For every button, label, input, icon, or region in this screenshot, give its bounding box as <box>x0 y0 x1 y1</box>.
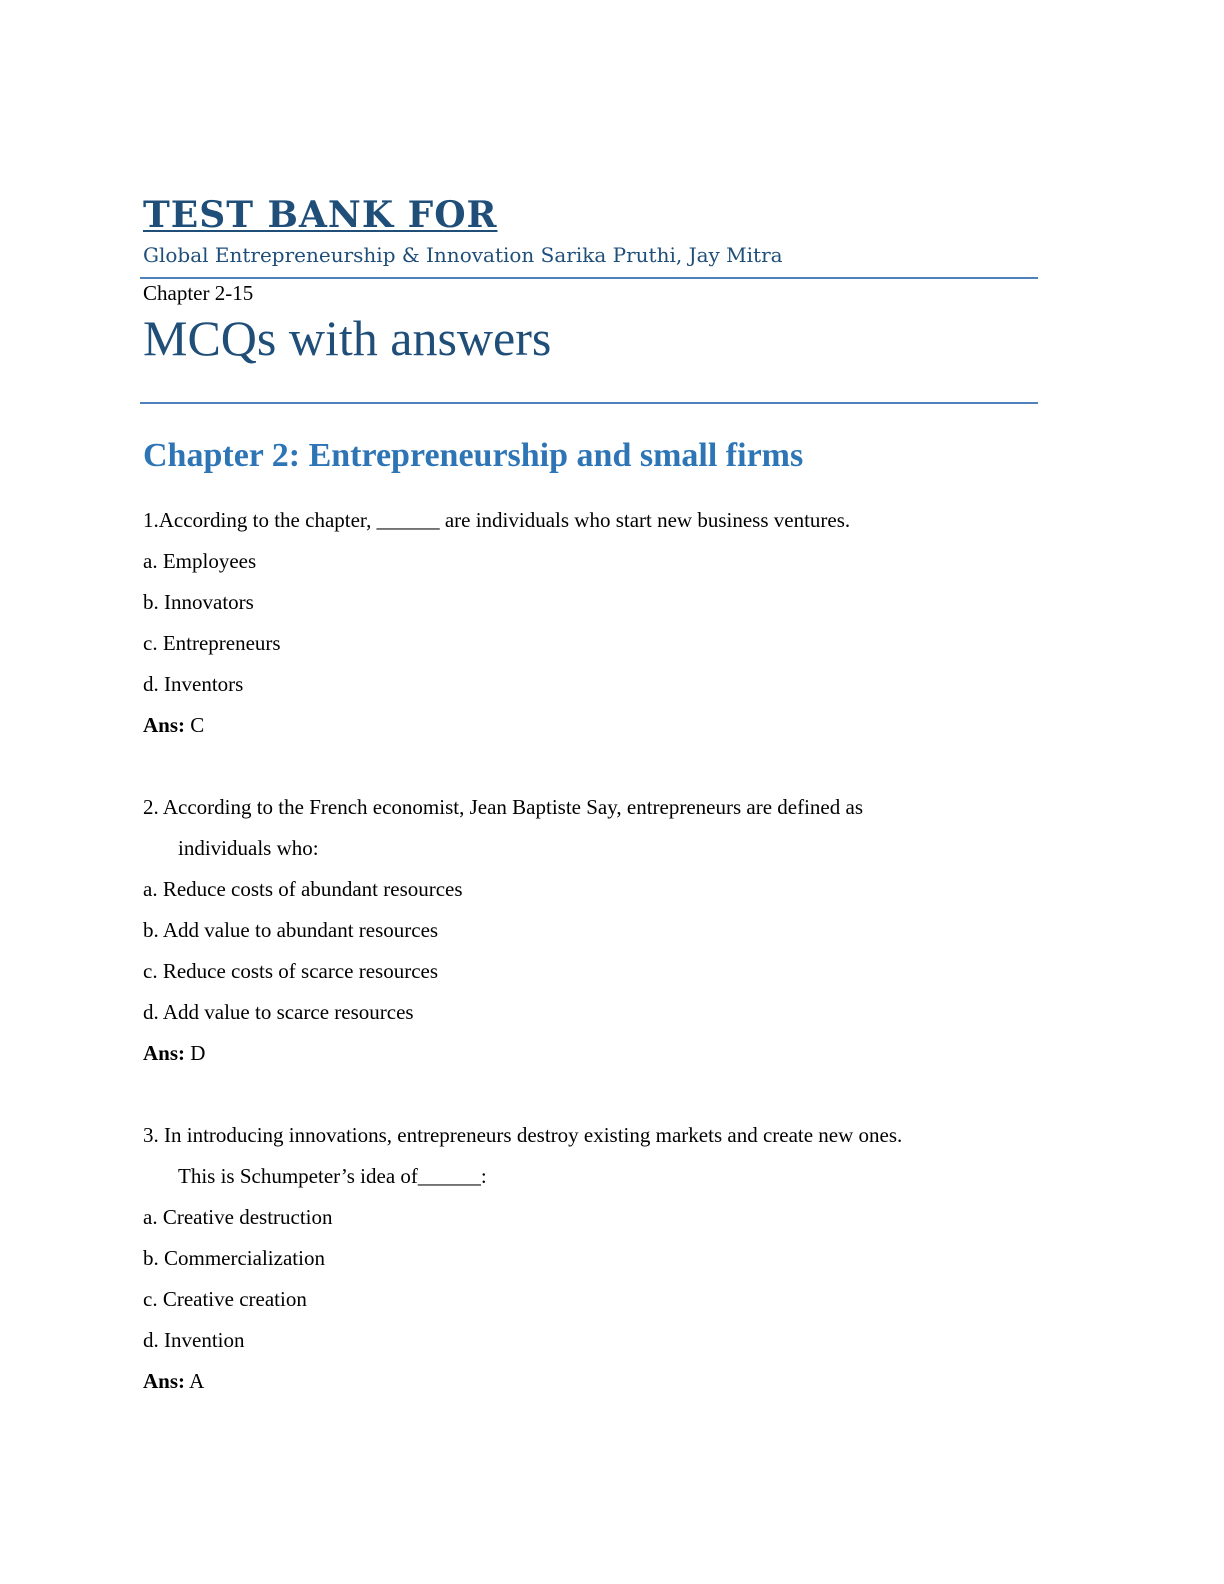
question-3-option-c: c. Creative creation <box>143 1287 307 1311</box>
question-1-answer <box>143 712 204 738</box>
question-1-stem: 1.According to the chapter, ______ are individuals who start new business ventures. <box>143 508 851 532</box>
question-3-option-a: a. Creative destruction <box>143 1205 333 1229</box>
question-3-option-b: b. Commercialization <box>143 1246 325 1270</box>
test-bank-title: TEST BANK FOR <box>143 194 498 236</box>
divider-bottom <box>140 402 1038 404</box>
answer-value: D <box>185 1041 206 1065</box>
mcq-heading: MCQs with answers <box>143 310 552 366</box>
question-2-option-a: a. Reduce costs of abundant resources <box>143 877 463 901</box>
question-1-option-d: d. Inventors <box>143 672 244 696</box>
question-3-stem-continued: This is Schumpeter’s idea of______: <box>178 1164 487 1188</box>
answer-label: Ans: <box>143 713 186 737</box>
chapter-range: Chapter 2-15 <box>143 281 254 305</box>
question-2-stem: 2. According to the French economist, Jean Baptiste Say, entrepreneurs are defined as <box>143 795 863 819</box>
question-3-stem: 3. In introducing innovations, entrepreneurs destroy existing markets and create new ones. <box>143 1123 903 1147</box>
question-1-option-a: a. Employees <box>143 549 257 573</box>
question-2-option-c: c. Reduce costs of scarce resources <box>143 959 439 983</box>
question-2-option-b: b. Add value to abundant resources <box>143 918 439 942</box>
chapter-heading: Chapter 2: Entrepreneurship and small firms <box>143 437 804 474</box>
answer-label: Ans: <box>143 1041 186 1065</box>
answer-value: A <box>185 1369 205 1393</box>
question-3-answer <box>143 1368 204 1394</box>
divider-top <box>140 277 1038 279</box>
question-1-option-b: b. Innovators <box>143 590 254 614</box>
question-2-answer <box>143 1040 205 1066</box>
question-1-option-c: c. Entrepreneurs <box>143 631 281 655</box>
book-subtitle: Global Entrepreneurship & Innovation Sarika Pruthi, Jay Mitra <box>143 243 783 267</box>
answer-value: C <box>185 713 205 737</box>
question-3-option-d: d. Invention <box>143 1328 245 1352</box>
answer-label: Ans: <box>143 1369 186 1393</box>
question-2-stem-continued: individuals who: <box>178 836 319 860</box>
question-2-option-d: d. Add value to scarce resources <box>143 1000 414 1024</box>
